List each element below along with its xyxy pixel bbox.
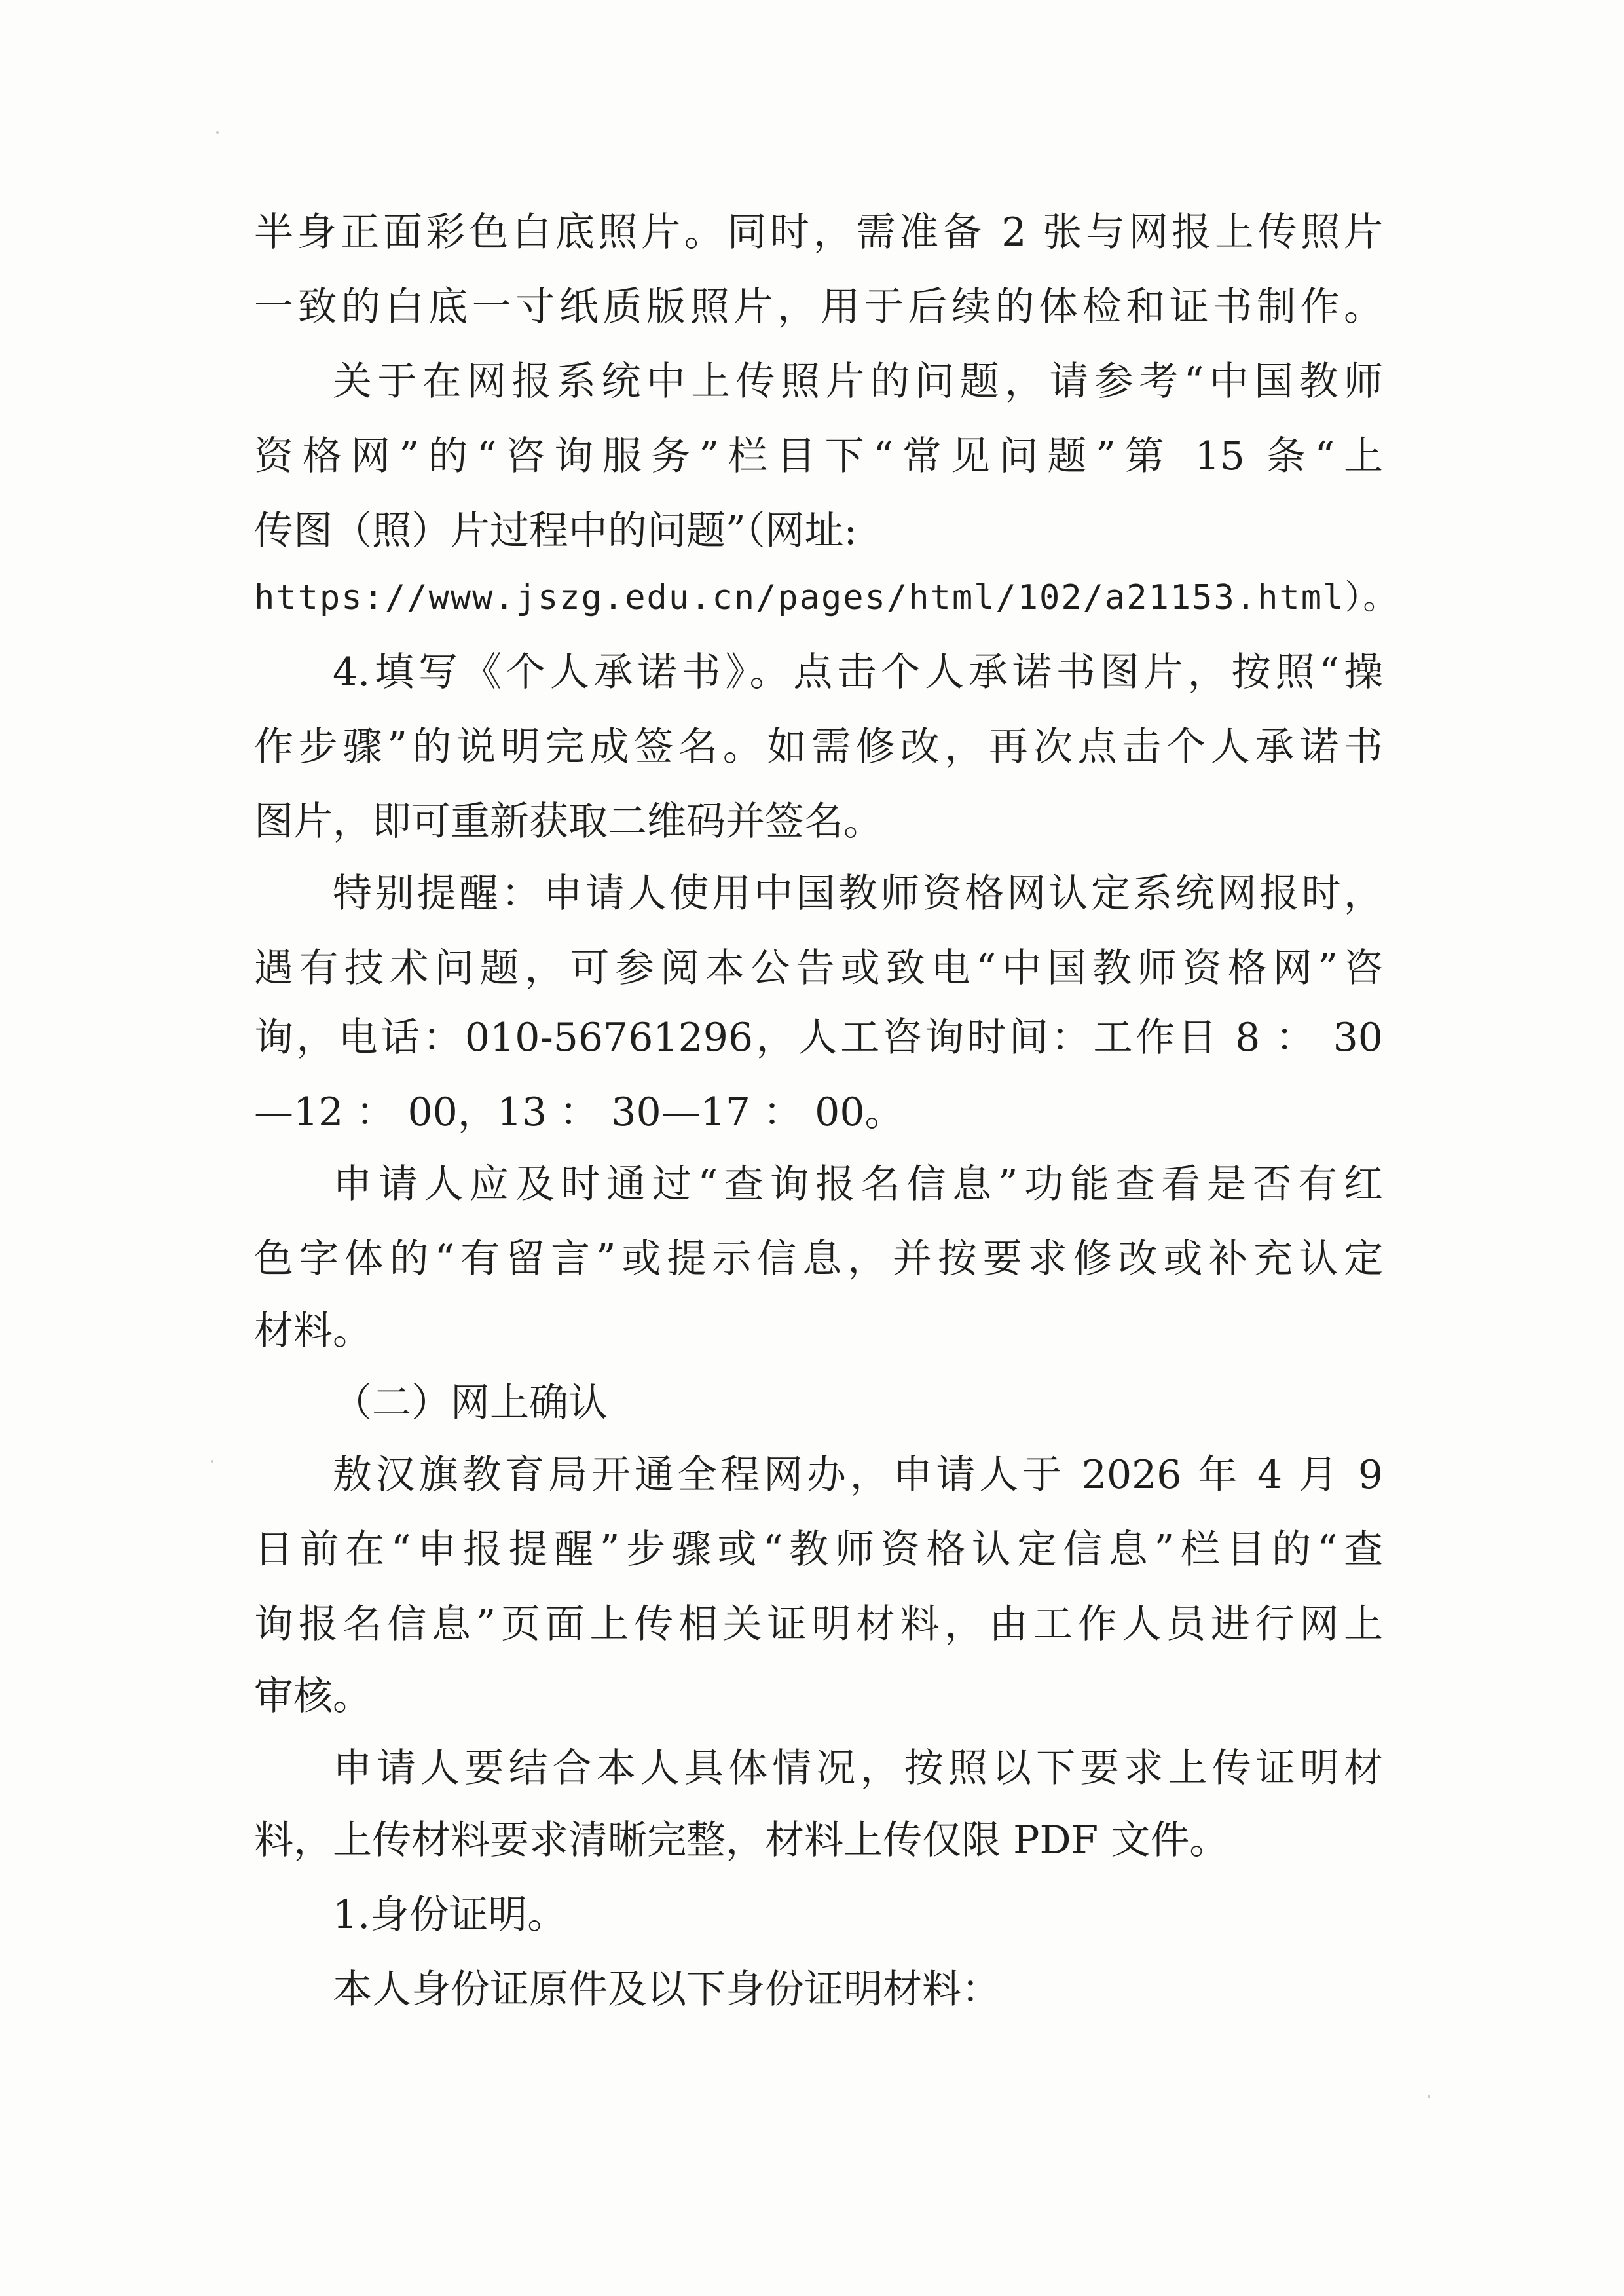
body-line: 日前在“申报提醒”步骤或“教师资格认定信息”栏目的“查 (254, 1527, 1383, 1573)
body-line: 4.填写《个人承诺书》。点击个人承诺书图片，按照“操 (333, 649, 1383, 695)
body-line: —12 ： 00，13 ： 30—17 ： 00。 (254, 1089, 904, 1135)
body-line: 一致的白底一寸纸质版照片，用于后续的体检和证书制作。 (254, 284, 1383, 330)
body-line: 材料。 (254, 1308, 372, 1354)
body-line: 传图（照）片过程中的问题”（网址: (254, 508, 857, 554)
body-line: 敖汉旗教育局开通全程网办，申请人于 2026 年 4 月 9 (333, 1452, 1383, 1498)
body-line: 申请人要结合本人具体情况，按照以下要求上传证明材 (333, 1745, 1383, 1791)
body-line: 作步骤”的说明完成签名。如需修改，再次点击个人承诺书 (254, 724, 1383, 770)
body-line: 色字体的“有留言”或提示信息，并按要求修改或补充认定 (254, 1236, 1383, 1282)
body-line: 关于在网报系统中上传照片的问题，请参考“中国教师 (333, 359, 1383, 405)
scan-speck (216, 131, 219, 134)
body-line: 询，电话：010-56761296，人工咨询时间：工作日 8 ： 30 (254, 1015, 1383, 1061)
body-line: 特别提醒：申请人使用中国教师资格网认定系统网报时， (333, 871, 1383, 917)
url-line: https://www.jszg.edu.cn/pages/html/102/a21153.html）。 (254, 578, 1399, 617)
body-line: 半身正面彩色白底照片。同时，需准备 2 张与网报上传照片 (254, 210, 1383, 255)
body-line: 询报名信息”页面上传相关证明材料，由工作人员进行网上 (254, 1601, 1383, 1647)
body-line: 料，上传材料要求清晰完整，材料上传仅限 PDF 文件。 (254, 1817, 1229, 1863)
scan-speck (211, 1460, 213, 1463)
scan-speck (1428, 2095, 1430, 2098)
body-line: 图片，即可重新获取二维码并签名。 (254, 799, 883, 845)
body-line: 遇有技术问题，可参阅本公告或致电“中国教师资格网”咨 (254, 945, 1383, 991)
body-line: 审核。 (254, 1673, 372, 1719)
body-line: 本人身份证原件及以下身份证明材料： (333, 1967, 1001, 2013)
body-line: 申请人应及时通过“查询报名信息”功能查看是否有红 (333, 1161, 1383, 1207)
numbered-item: 1.身份证明。 (333, 1892, 567, 1938)
section-heading: （二）网上确认 (333, 1380, 608, 1426)
body-line: 资格网”的“咨询服务”栏目下“常见问题”第 15 条“上 (254, 433, 1383, 479)
